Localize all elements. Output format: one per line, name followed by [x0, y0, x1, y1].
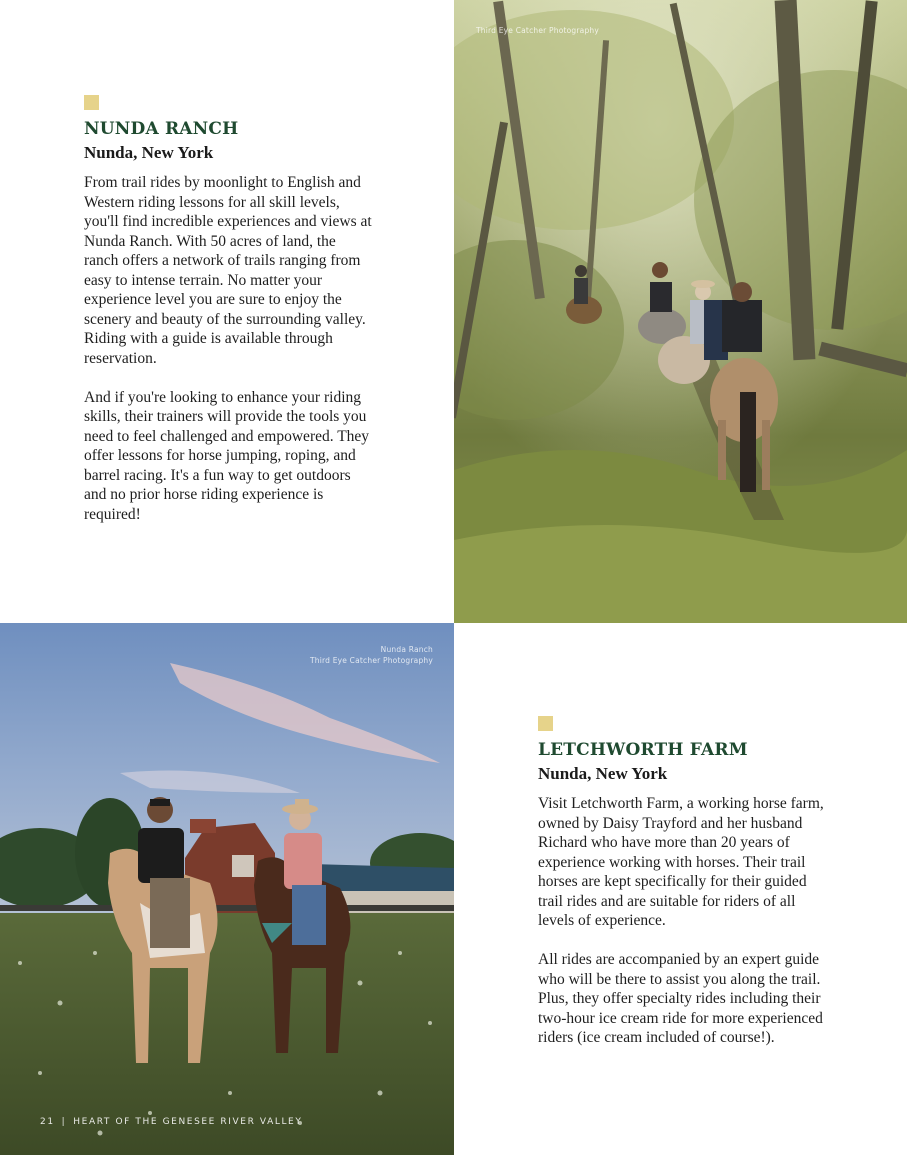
nunda-ranch-section: [0, 0, 454, 623]
footer-separator: |: [61, 1117, 67, 1127]
letchworth-farm-section: [454, 623, 907, 1155]
letchworth-farm-paragraph-1: Visit Letchworth Farm, a working horse farm, owned by Daisy Trayford and her husband Richard who have more than 20 years of experience working with horses. Their trail horses are kept specifically for their guided trail rides and are suitable for riders of all levels of experience.: [538, 795, 824, 930]
letchworth-farm-article: [538, 716, 828, 1048]
page-footer: [40, 1117, 302, 1127]
trail-ride-photo: [454, 0, 907, 623]
nunda-ranch-article: [84, 95, 374, 524]
publication-title: HEART OF THE GENESEE RIVER VALLEY: [73, 1117, 303, 1127]
nunda-ranch-location: Nunda, New York: [84, 143, 214, 163]
nunda-ranch-paragraph-1: From trail rides by moonlight to English and Western riding lessons for all skill levels, you'll find incredible experiences and views at Nunda Ranch. With 50 acres of land, the ranch offers a network of trails ranging from easy to intense terrain. No matter your experience level you are sure to enjoy the scenery and beauty of the surrounding valley. Riding with a guide is available through reservation.: [84, 174, 372, 367]
letchworth-farm-heading: LETCHWORTH FARM: [538, 740, 748, 760]
nunda-ranch-heading: NUNDA RANCH: [84, 119, 239, 139]
accent-square: [538, 716, 553, 731]
letchworth-farm-location: Nunda, New York: [538, 764, 668, 784]
letchworth-farm-paragraph-2: All rides are accompanied by an expert guide who will be there to assist you along the trail. Plus, they offer specialty rides including their two-hour ice cream ride for more experienced riders (ice cream included of course!).: [538, 951, 823, 1047]
trail-photo-credit: Third Eye Catcher Photography: [476, 26, 600, 35]
ranch-photo-caption: Nunda Ranch: [380, 645, 433, 654]
trail-ride-image: [454, 0, 907, 623]
accent-square: [84, 95, 99, 110]
ranch-photo-credit: Third Eye Catcher Photography: [309, 656, 433, 665]
ranch-couple-image: [0, 623, 454, 1155]
ranch-photo-credit-block: [310, 644, 433, 666]
ranch-couple-photo: [0, 623, 454, 1155]
page-number: 21: [40, 1117, 55, 1127]
nunda-ranch-paragraph-2: And if you're looking to enhance your riding skills, their trainers will provide the tools you need to feel challenged and empowered. They offer lessons for horse jumping, roping, and barrel racing. It's a fun way to get outdoors and no prior horse riding experience is required!: [84, 388, 370, 523]
